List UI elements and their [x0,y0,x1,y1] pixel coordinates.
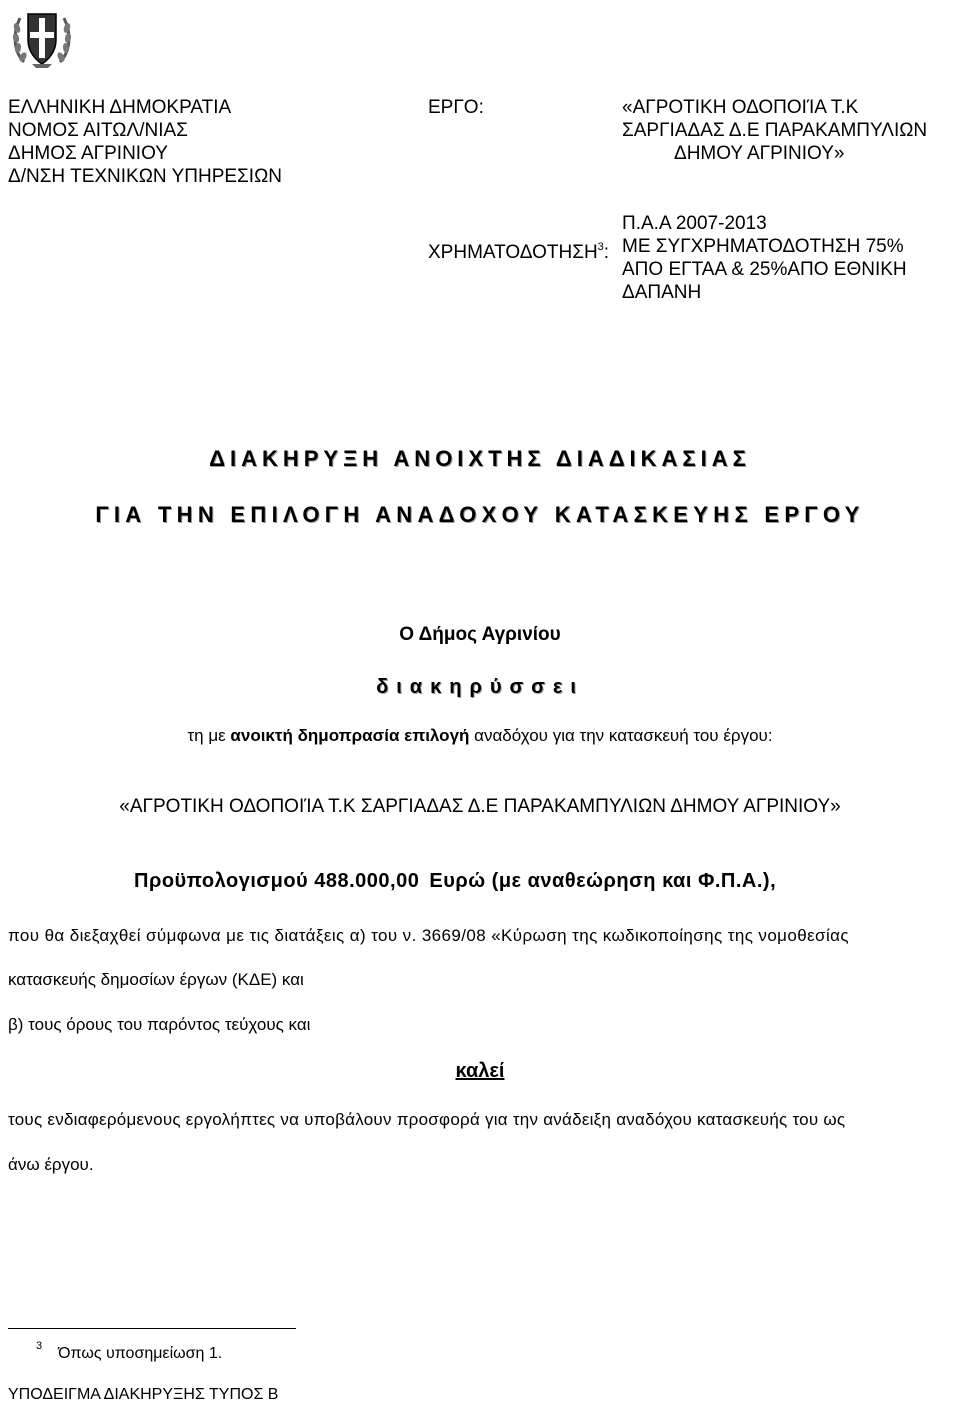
funding-label [428,236,609,264]
project-line: ΔΗΜΟΥ ΑΓΡΙΝΙΟΥ» [674,143,845,164]
project-title: «ΑΓΡΟΤΙΚΗ ΟΔΟΠΟΙΊΑ Τ.Κ ΣΑΡΓΙΑΔΑΣ Δ.Ε ΠΑΡΑΚΑΜΠΥΛΙΩΝ ΔΗΜΟΥ ΑΓΡΙΝΙΟΥ» [119,796,841,817]
project-label: ΕΡΓΟ: [428,97,484,118]
budget-terms: Ευρώ (με αναθεώρηση και Φ.Π.Α.), [429,870,777,892]
document-footer: ΥΠΟΔΕΙΓΜΑ ΔΙΑΚΗΡΥΞΗΣ ΤΥΠΟΣ Β [8,1386,279,1403]
paragraph-legal-basis: που θα διεξαχθεί σύμφωνα με τις διατάξεις α) του ν. 3669/08 «Κύρωση της κωδικοποίησης της νομοθεσίας [8,926,849,945]
org-line-prefecture: ΝΟΜΟΣ ΑΙΤΩΛ/ΝΙΑΣ [8,120,188,141]
project-value [622,96,927,165]
project-line: ΣΑΡΓΙΑΔΑΣ Δ.Ε ΠΑΡΑΚΑΜΠΥΛΙΩΝ [622,120,928,141]
document-subtitle: ΓΙΑ ΤΗΝ ΕΠΙΛΟΓΗ ΑΝΑΔΟΧΟΥ ΚΑΤΑΣΚΕΥΗΣ ΕΡΓΟΥ [95,502,865,527]
org-line-country: ΕΛΛΗΝΙΚΗ ΔΗΜΟΚΡΑΤΙΑ [8,97,232,118]
budget-amount: Προϋπολογισμού 488.000,00 [134,870,420,892]
footnote [8,1340,222,1363]
procedure-line [0,726,960,746]
org-line-municipality: ΔΗΜΟΣ ΑΓΡΙΝΙΟΥ [8,143,168,164]
paragraph-invitation-cont: άνω έργου. [8,1155,94,1174]
greek-coat-of-arms-icon [10,4,74,70]
procedure-bold: ανοικτή δημοπρασία επιλογή [230,726,470,745]
funding-label-text: ΧΡΗΜΑΤΟΔΟΤΗΣΗ [428,242,598,263]
procedure-suffix: αναδόχου για την κατασκευή του έργου: [469,726,773,745]
funding-line: ΑΠΟ ΕΓΤΑΑ & 25%ΑΠΟ ΕΘΝΙΚΗ [622,259,907,280]
footnote-text: Όπως υποσημείωση 1. [58,1345,223,1362]
org-line-department: Δ/ΝΣΗ ΤΕΧΝΙΚΩΝ ΥΠΗΡΕΣΙΩΝ [8,166,282,187]
funding-line: Π.Α.Α 2007-2013 [622,213,767,234]
issuing-authority [8,96,282,188]
funding-value [622,212,907,304]
procedure-prefix: τη με [187,726,231,745]
declares-heading: διακηρύσσει [376,676,584,698]
budget-line [134,870,776,893]
funding-line: ΜΕ ΣΥΓΧΡΗΜΑΤΟΔΟΤΗΣΗ 75% [622,236,904,257]
footnote-mark: 3 [36,1340,43,1352]
project-line: «ΑΓΡΟΤΙΚΗ ΟΔΟΠΟΙΊΑ Τ.Κ [622,97,859,118]
paragraph-legal-basis-cont: κατασκευής δημοσίων έργων (ΚΔΕ) και [8,970,304,989]
paragraph-invitation: τους ενδιαφερόμενους εργολήπτες να υποβάλουν προσφορά για την ανάδειξη αναδόχου κατασκευής του ως [8,1110,846,1129]
calls-text: καλεί [455,1060,505,1082]
funding-footnote-mark: 3 [597,241,604,253]
calls-heading [0,1060,960,1083]
funding-label-colon: : [603,242,610,263]
issuer-statement: Ο Δήμος Αγρινίου [399,624,561,645]
document-title: ΔΙΑΚΗΡΥΞΗ ΑΝΟΙΧΤΗΣ ΔΙΑΔΙΚΑΣΙΑΣ [209,446,751,471]
funding-line: ΔΑΠΑΝΗ [622,282,702,303]
footnote-separator [8,1328,296,1329]
paragraph-terms: β) τους όρους του παρόντος τεύχους και [8,1015,311,1034]
